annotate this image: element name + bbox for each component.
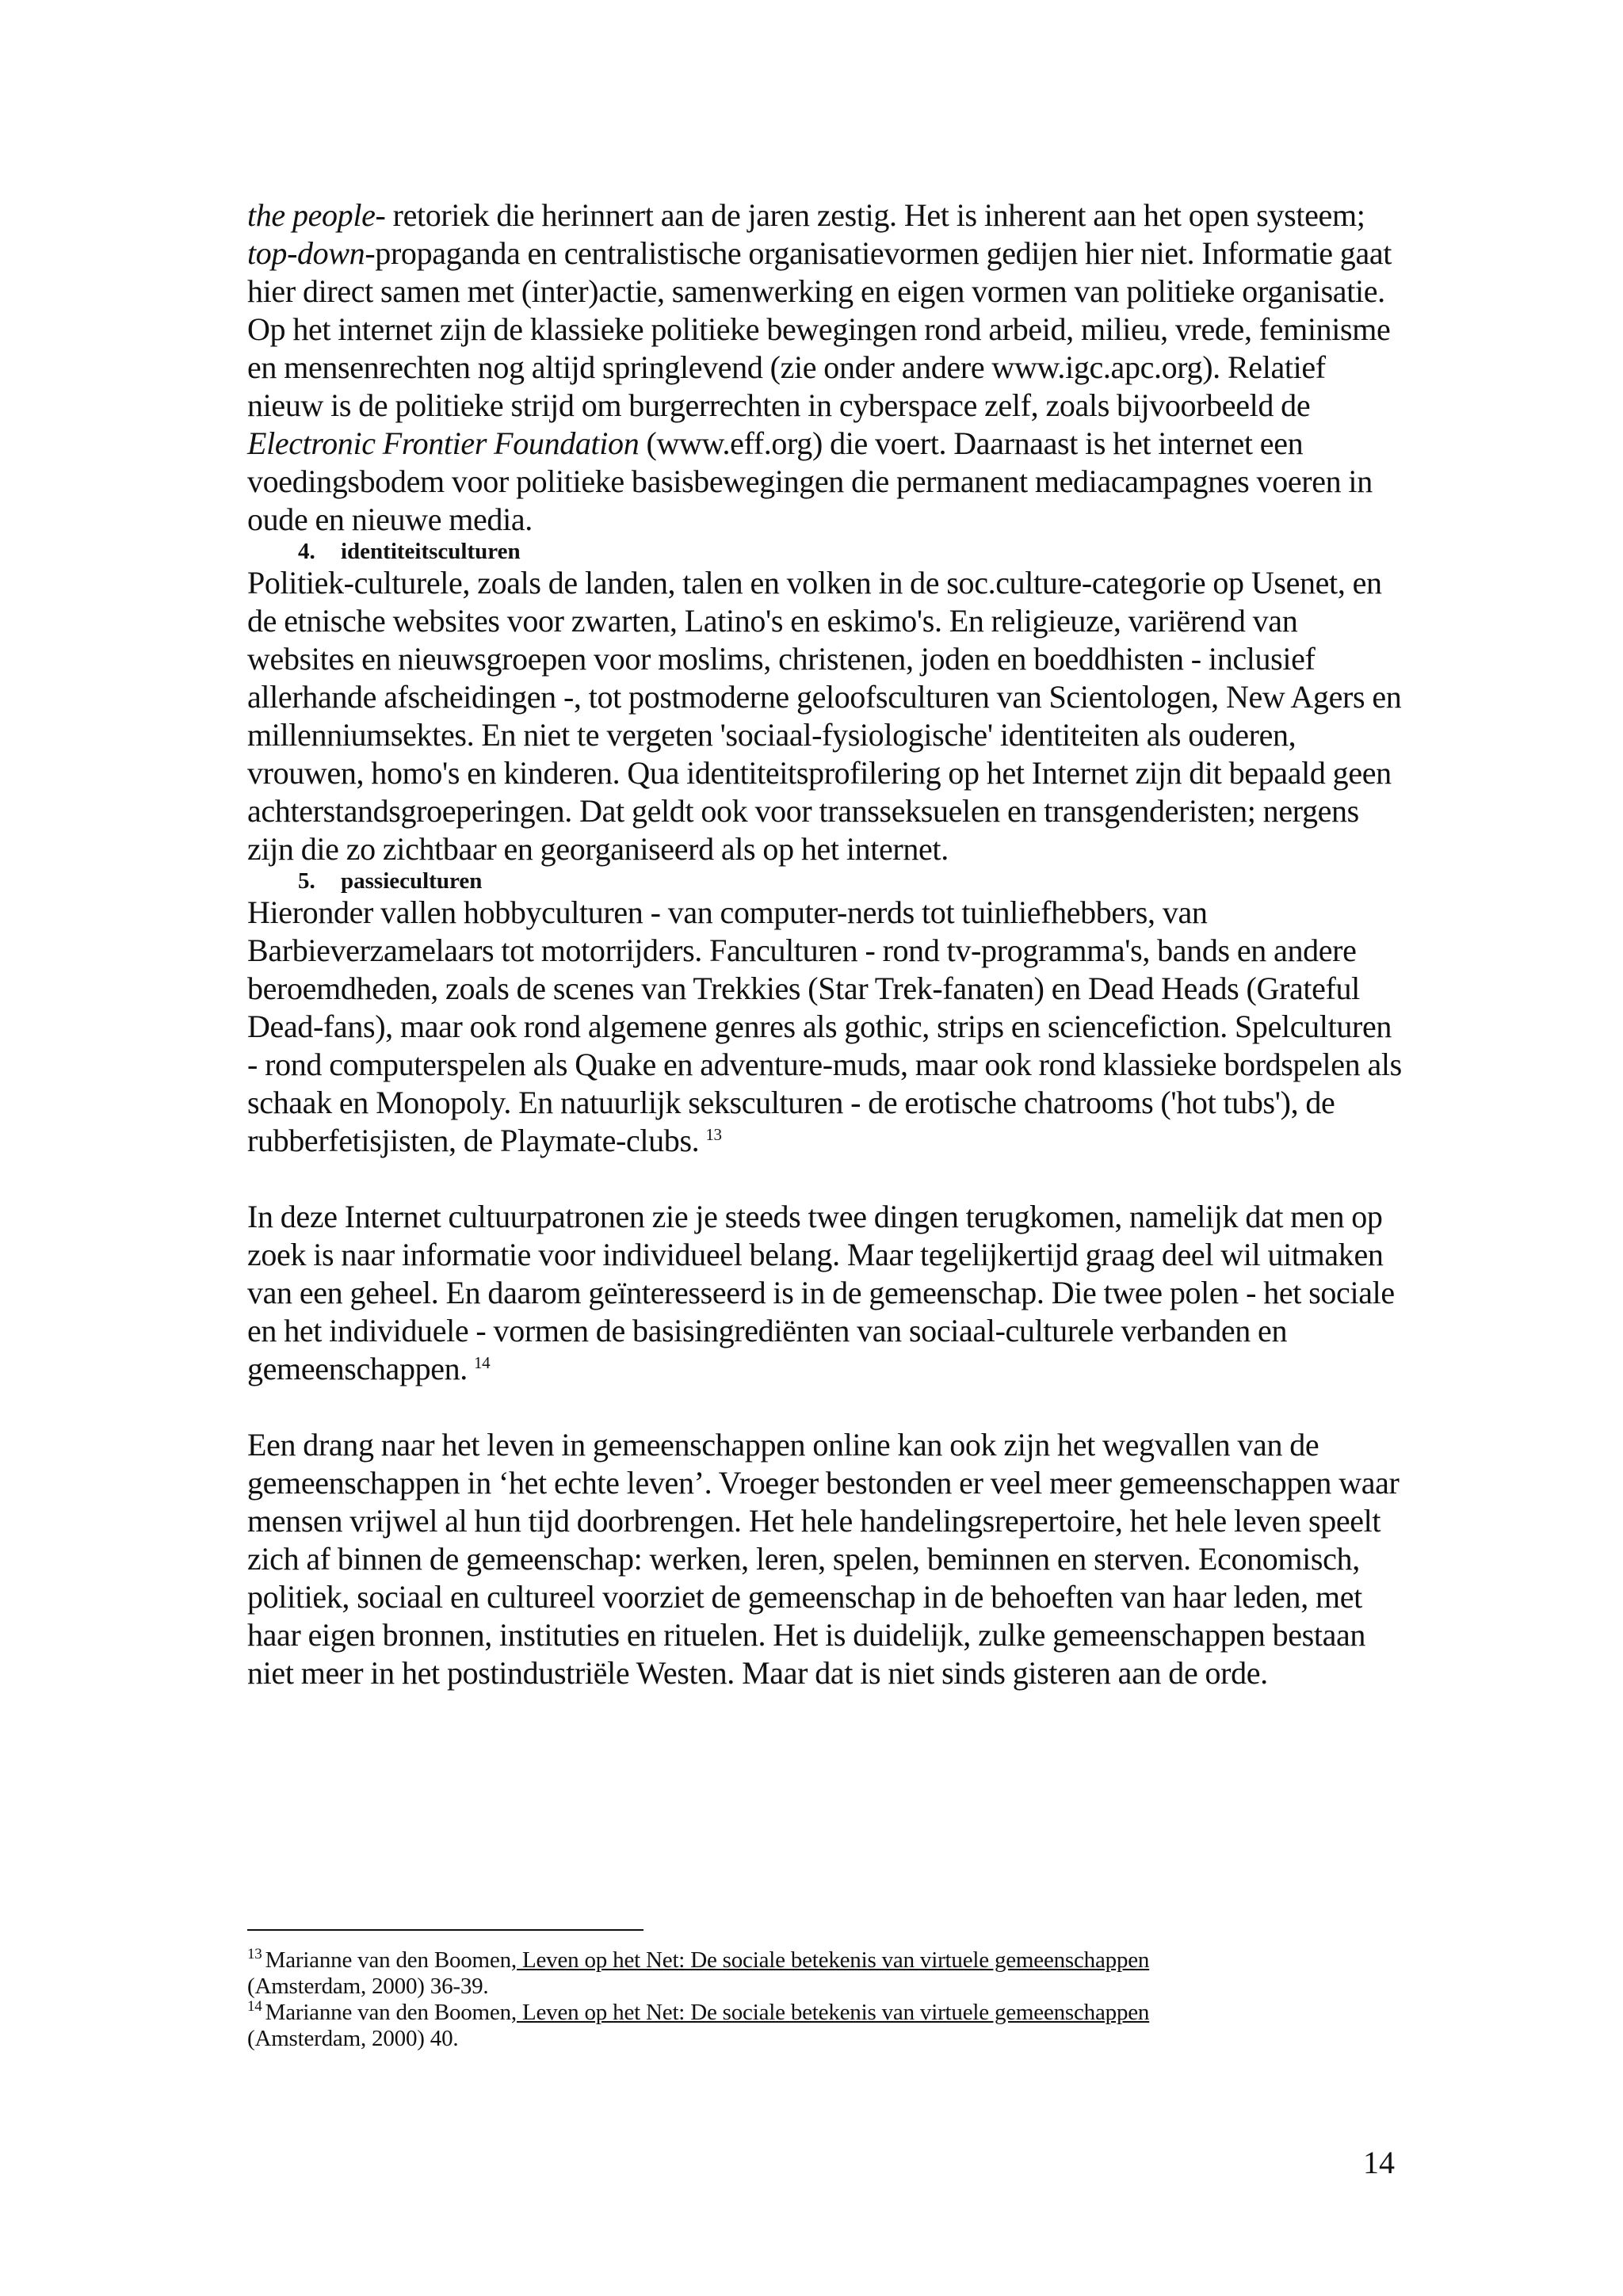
heading-number: 4. xyxy=(298,539,315,564)
footnote-number: 14 xyxy=(247,1998,262,2016)
heading-number: 5. xyxy=(298,868,315,894)
footnote-number: 13 xyxy=(247,1946,262,1963)
footnote-title: , Leven op het Net: De sociale betekenis van virtuele gemeenschappen xyxy=(510,1947,1150,1973)
intro-text-1: - retoriek die herinnert aan de jaren zestig. Het is inherent aan het open systeem; xyxy=(375,197,1365,233)
paragraph-political-movements xyxy=(247,311,1404,539)
footnote-source: (Amsterdam, 2000) 36-39. xyxy=(247,1974,489,1999)
political-text-2: (www.eff.org) die voert. Daarnaast is het internet een voedingsbodem voor politieke basisbewegingen die permanent mediacampagnes voeren in oude en nieuwe media. xyxy=(247,425,1373,537)
political-text-1: Op het internet zijn de klassieke politieke bewegingen rond arbeid, milieu, vrede, feminisme en mensenrechten nog altijd springlevend (zie onder andere www.igc.apc.org). Relatief nieuw is de politieke strijd om burgerrechten in cyberspace zelf, zoals bijvoorbeeld de xyxy=(247,311,1391,423)
heading-identiteitsculturen xyxy=(298,539,1404,564)
footnote-source: (Amsterdam, 2000) 40. xyxy=(247,2026,459,2051)
footnote-author: Marianne van den Boomen xyxy=(265,2000,511,2025)
footnote-ref-13[interactable]: 13 xyxy=(705,1124,722,1144)
page-body xyxy=(247,196,1404,1692)
paragraph-identiteitsculturen: Politiek-culturele, zoals de landen, talen en volken in de soc.culture-categorie op Usenet, en de etnische websites voor zwarten, Latino's en eskimo's. En religieuze, variërend van websites en nieuwsgroepen voor moslims, christenen, joden en boeddhisten - inclusief allerhande afscheidingen -, tot postmoderne geloofsculturen van Scientologen, New Agers en millenniumsektes. En niet te vergeten 'sociaal-fysiologische' identiteiten als ouderen, vrouwen, homo's en kinderen. Qua identiteitsprofilering op het Internet zijn dit bepaald geen achterstandsgroeperingen. Dat geldt ook voor transseksuelen en transgenderisten; nergens zijn die zo zichtbaar en georganiseerd als op het internet. xyxy=(247,565,1402,867)
cultuurpatronen-text: In deze Internet cultuurpatronen zie je steeds twee dingen terugkomen, namelijk dat men op zoek is naar informatie voor individueel belang. Maar tegelijkertijd graag deel wil uitmaken van een geheel. En daarom geïnteresseerd is in de gemeenschap. Die twee polen - het sociale en het individuele - vormen de basisingrediënten van sociaal-culturele verbanden en gemeenschappen. xyxy=(247,1199,1395,1386)
heading-passieculturen xyxy=(298,868,1404,894)
intro-text-2: -propaganda en centralistische organisatievormen gedijen hier niet. Informatie gaat hier direct samen met (inter)actie, samenwerking en eigen vormen van politieke organisatie. xyxy=(247,235,1392,309)
footnote-author: Marianne van den Boomen xyxy=(265,1947,511,1973)
italic-top-down: top-down xyxy=(247,235,365,271)
footnote-separator xyxy=(247,1929,643,1931)
footnote-ref-14[interactable]: 14 xyxy=(473,1352,491,1372)
paragraph-cultuurpatronen xyxy=(247,1198,1404,1388)
paragraph-passieculturen xyxy=(247,894,1404,1160)
footnote-title: , Leven op het Net: De sociale betekenis van virtuele gemeenschappen xyxy=(510,2000,1150,2025)
footnotes xyxy=(247,1947,1404,2052)
italic-the-people: the people xyxy=(247,197,376,233)
page-number: 14 xyxy=(1363,2145,1395,2180)
heading-label: passieculturen xyxy=(341,868,483,894)
italic-eff: Electronic Frontier Foundation xyxy=(247,425,640,461)
paragraph-gemeenschappen: Een drang naar het leven in gemeenschappen online kan ook zijn het wegvallen van de gemeenschappen in ‘het echte leven’. Vroeger bestonden er veel meer gemeenschappen waar mensen vrijwel al hun tijd doorbrengen. Het hele handelingsrepertoire, het hele leven speelt zich af binnen de gemeenschap: werken, leren, spelen, beminnen en sterven. Economisch, politiek, sociaal en cultureel voorziet de gemeenschap in de behoeften van haar leden, met haar eigen bronnen, instituties en rituelen. Het is duidelijk, zulke gemeenschappen bestaan niet meer in het postindustriële Westen. Maar dat is niet sinds gisteren aan de orde. xyxy=(247,1427,1400,1691)
paragraph-intro xyxy=(247,196,1404,311)
footnote-14 xyxy=(247,2000,1404,2052)
passieculturen-text: Hieronder vallen hobbyculturen - van computer-nerds tot tuinliefhebbers, van Barbieverzamelaars tot motorrijders. Fanculturen - rond tv-programma's, bands en andere beroemdheden, zoals de scenes van Trekkies (Star Trek-fanaten) en Dead Heads (Grateful Dead-fans), maar ook rond algemene genres als gothic, strips en sciencefiction. Spelculturen - rond computerspelen als Quake en adventure-muds, maar ook rond klassieke bordspelen als schaak en Monopoly. En natuurlijk seksculturen - de erotische chatrooms ('hot tubs'), de rubberfetisjisten, de Playmate-clubs. xyxy=(247,894,1402,1158)
footnote-13 xyxy=(247,1947,1404,2000)
heading-label: identiteitsculturen xyxy=(341,539,521,564)
